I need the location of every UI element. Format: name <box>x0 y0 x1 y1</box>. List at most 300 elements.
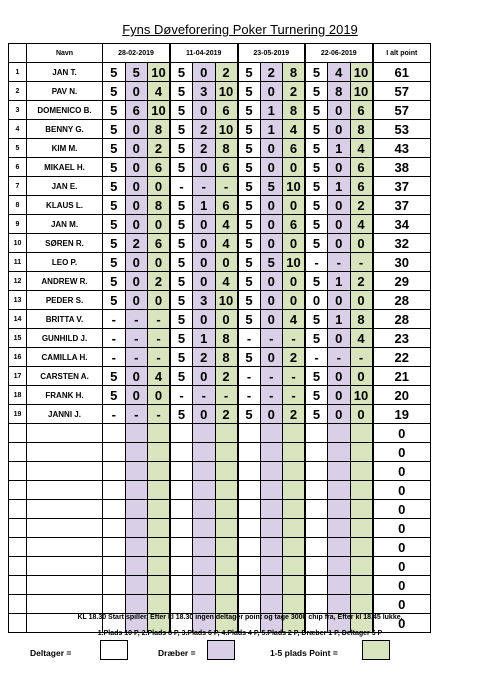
killer-score <box>125 595 148 614</box>
row-number: 6 <box>9 158 27 177</box>
killer-score: 2 <box>125 234 148 253</box>
place-score: 8 <box>350 310 373 329</box>
place-score: 4 <box>215 234 238 253</box>
participant-score <box>103 500 126 519</box>
killer-score: - <box>193 177 216 196</box>
place-score: 0 <box>283 158 306 177</box>
participant-score: 5 <box>305 139 328 158</box>
row-number: 18 <box>9 386 27 405</box>
participant-score <box>238 519 261 538</box>
participant-score: - <box>238 386 261 405</box>
row-number: 5 <box>9 139 27 158</box>
killer-score <box>193 443 216 462</box>
row-number: 12 <box>9 272 27 291</box>
table-row <box>9 462 431 481</box>
place-score: - <box>148 310 171 329</box>
place-score: 4 <box>283 120 306 139</box>
killer-score: 1 <box>328 272 351 291</box>
participant-score: 5 <box>170 158 193 177</box>
participant-score: 5 <box>103 63 126 82</box>
player-name <box>27 538 103 557</box>
killer-score: 0 <box>328 120 351 139</box>
row-number <box>9 481 27 500</box>
place-score: 0 <box>215 310 238 329</box>
place-score <box>148 595 171 614</box>
total-points: 0 <box>373 443 431 462</box>
place-score <box>350 424 373 443</box>
header-name: Navn <box>27 44 103 63</box>
participant-score <box>170 443 193 462</box>
participant-score: 5 <box>170 101 193 120</box>
place-score: 8 <box>215 329 238 348</box>
place-score <box>350 538 373 557</box>
place-score: 4 <box>350 139 373 158</box>
participant-score: 5 <box>170 367 193 386</box>
place-score <box>148 462 171 481</box>
table-row <box>9 595 431 614</box>
participant-score <box>305 462 328 481</box>
killer-score: 0 <box>260 272 283 291</box>
killer-score: 1 <box>193 329 216 348</box>
place-score <box>283 500 306 519</box>
place-score <box>350 462 373 481</box>
participant-score <box>238 500 261 519</box>
total-points: 32 <box>373 234 431 253</box>
killer-score: 0 <box>328 234 351 253</box>
killer-score: 0 <box>193 215 216 234</box>
killer-score: 0 <box>125 120 148 139</box>
table-row <box>9 538 431 557</box>
place-score <box>148 500 171 519</box>
row-number <box>9 519 27 538</box>
row-number: 19 <box>9 405 27 424</box>
player-name: MIKAEL H. <box>27 158 103 177</box>
killer-score: 4 <box>328 63 351 82</box>
row-number <box>9 595 27 614</box>
row-number <box>9 424 27 443</box>
table-row <box>9 63 431 82</box>
row-number: 7 <box>9 177 27 196</box>
place-score <box>215 595 238 614</box>
table-row <box>9 177 431 196</box>
player-name: CAMILLA H. <box>27 348 103 367</box>
header-number <box>9 44 27 63</box>
participant-score: 5 <box>103 367 126 386</box>
participant-score: 5 <box>103 139 126 158</box>
place-score <box>283 519 306 538</box>
place-score: - <box>283 386 306 405</box>
place-score: 6 <box>350 158 373 177</box>
participant-score <box>305 595 328 614</box>
participant-score: 5 <box>305 234 328 253</box>
player-name <box>27 481 103 500</box>
table-row <box>9 139 431 158</box>
participant-score: 0 <box>305 291 328 310</box>
place-score: 10 <box>215 82 238 101</box>
row-number <box>9 557 27 576</box>
participant-score: 5 <box>238 291 261 310</box>
place-score: 0 <box>350 405 373 424</box>
place-score <box>350 500 373 519</box>
participant-score: 5 <box>305 120 328 139</box>
row-number <box>9 500 27 519</box>
place-score: - <box>215 386 238 405</box>
place-score: 0 <box>283 272 306 291</box>
killer-score <box>193 462 216 481</box>
killer-score: 0 <box>125 158 148 177</box>
killer-score: 0 <box>260 215 283 234</box>
participant-score: - <box>170 177 193 196</box>
player-name: CARSTEN A. <box>27 367 103 386</box>
killer-score: - <box>260 329 283 348</box>
player-name: JAN M. <box>27 215 103 234</box>
participant-score: 5 <box>238 120 261 139</box>
participant-score <box>103 557 126 576</box>
place-score <box>215 576 238 595</box>
place-score <box>350 557 373 576</box>
place-score: 6 <box>283 215 306 234</box>
player-name: DOMENICO B. <box>27 101 103 120</box>
player-name <box>27 500 103 519</box>
legend-swatch-killer <box>207 640 235 660</box>
place-score <box>350 595 373 614</box>
place-score: 2 <box>148 139 171 158</box>
killer-score: 0 <box>193 158 216 177</box>
participant-score: 5 <box>305 367 328 386</box>
participant-score <box>238 462 261 481</box>
killer-score: 3 <box>193 82 216 101</box>
table-row <box>9 158 431 177</box>
place-score: 2 <box>283 82 306 101</box>
killer-score: 0 <box>260 310 283 329</box>
killer-score: 0 <box>328 158 351 177</box>
participant-score <box>238 595 261 614</box>
place-score: 10 <box>148 63 171 82</box>
row-number: 10 <box>9 234 27 253</box>
total-points: 0 <box>373 500 431 519</box>
place-score <box>283 557 306 576</box>
participant-score: 5 <box>238 82 261 101</box>
participant-score <box>170 557 193 576</box>
player-name: JAN E. <box>27 177 103 196</box>
killer-score <box>125 519 148 538</box>
participant-score: 5 <box>238 215 261 234</box>
killer-score <box>193 500 216 519</box>
place-score: 2 <box>283 348 306 367</box>
table-row <box>9 576 431 595</box>
killer-score: 1 <box>328 177 351 196</box>
killer-score <box>328 500 351 519</box>
row-number: 3 <box>9 101 27 120</box>
total-points: 0 <box>373 538 431 557</box>
total-points: 53 <box>373 120 431 139</box>
place-score: - <box>283 329 306 348</box>
place-score <box>148 481 171 500</box>
killer-score: 0 <box>328 215 351 234</box>
killer-score: 0 <box>125 253 148 272</box>
place-score <box>148 519 171 538</box>
table-row <box>9 367 431 386</box>
total-points: 0 <box>373 576 431 595</box>
place-score <box>350 481 373 500</box>
player-name <box>27 557 103 576</box>
participant-score: 5 <box>103 253 126 272</box>
killer-score: 0 <box>125 82 148 101</box>
place-score: 4 <box>350 215 373 234</box>
player-name: ANDREW R. <box>27 272 103 291</box>
total-points: 0 <box>373 595 431 614</box>
killer-score <box>260 424 283 443</box>
participant-score: 5 <box>103 215 126 234</box>
killer-score: 0 <box>125 367 148 386</box>
place-score <box>215 538 238 557</box>
row-number <box>9 538 27 557</box>
killer-score <box>125 481 148 500</box>
header-date: 23-05-2019 <box>238 44 306 63</box>
killer-score: 0 <box>260 82 283 101</box>
participant-score <box>305 519 328 538</box>
total-points: 0 <box>373 424 431 443</box>
participant-score: 5 <box>305 63 328 82</box>
header-row <box>9 44 431 63</box>
row-number <box>9 462 27 481</box>
participant-score <box>305 538 328 557</box>
player-name: KIM M. <box>27 139 103 158</box>
place-score <box>283 443 306 462</box>
killer-score: 8 <box>328 82 351 101</box>
place-score: 0 <box>283 291 306 310</box>
player-name <box>27 443 103 462</box>
player-name: PAV N. <box>27 82 103 101</box>
place-score: 8 <box>283 63 306 82</box>
place-score: 0 <box>148 386 171 405</box>
place-score: 0 <box>215 253 238 272</box>
page-title: Fyns Døveforering Poker Turnering 2019 <box>122 22 358 37</box>
killer-score <box>125 443 148 462</box>
place-score: 0 <box>350 367 373 386</box>
player-name: JANNI J. <box>27 405 103 424</box>
killer-score: 2 <box>193 120 216 139</box>
participant-score <box>103 595 126 614</box>
killer-score: 0 <box>193 272 216 291</box>
killer-score: 0 <box>193 253 216 272</box>
place-score: - <box>148 348 171 367</box>
table-row <box>9 386 431 405</box>
killer-score: - <box>328 348 351 367</box>
participant-score: 5 <box>170 63 193 82</box>
place-score: 2 <box>350 196 373 215</box>
participant-score: 5 <box>238 196 261 215</box>
place-score: 4 <box>350 329 373 348</box>
participant-score <box>305 443 328 462</box>
killer-score <box>193 576 216 595</box>
table-row <box>9 291 431 310</box>
participant-score: 5 <box>170 291 193 310</box>
place-score <box>215 557 238 576</box>
player-name <box>27 576 103 595</box>
place-score: - <box>148 405 171 424</box>
killer-score <box>125 500 148 519</box>
legend-swatch-place-points <box>362 640 390 660</box>
place-score: 8 <box>215 348 238 367</box>
place-score: 0 <box>148 253 171 272</box>
place-score: 0 <box>148 177 171 196</box>
total-points: 0 <box>373 462 431 481</box>
killer-score: 0 <box>328 405 351 424</box>
killer-score <box>125 557 148 576</box>
participant-score <box>238 481 261 500</box>
place-score <box>148 557 171 576</box>
killer-score: - <box>260 386 283 405</box>
killer-score <box>328 462 351 481</box>
place-score: 2 <box>350 272 373 291</box>
place-score: 6 <box>148 234 171 253</box>
participant-score <box>103 538 126 557</box>
killer-score <box>328 443 351 462</box>
player-name <box>27 595 103 614</box>
participant-score: 5 <box>305 310 328 329</box>
row-number <box>9 443 27 462</box>
killer-score: 0 <box>260 234 283 253</box>
killer-score: 2 <box>193 139 216 158</box>
header-total: I alt point <box>373 44 431 63</box>
total-points: 0 <box>373 557 431 576</box>
participant-score <box>170 462 193 481</box>
participant-score: - <box>238 329 261 348</box>
participant-score <box>103 443 126 462</box>
killer-score: 0 <box>328 386 351 405</box>
killer-score: 5 <box>260 253 283 272</box>
place-score <box>148 424 171 443</box>
place-score <box>350 519 373 538</box>
place-score: 2 <box>283 405 306 424</box>
participant-score: 5 <box>103 158 126 177</box>
killer-score: 6 <box>125 101 148 120</box>
killer-score: 0 <box>328 101 351 120</box>
row-number: 15 <box>9 329 27 348</box>
participant-score: 5 <box>305 386 328 405</box>
table-row <box>9 120 431 139</box>
legend-label-killer: Dræber = <box>158 648 196 658</box>
table-row <box>9 519 431 538</box>
row-number: 13 <box>9 291 27 310</box>
killer-score <box>125 424 148 443</box>
participant-score: 5 <box>103 177 126 196</box>
participant-score: - <box>305 253 328 272</box>
table-row <box>9 424 431 443</box>
participant-score: 5 <box>238 272 261 291</box>
total-points: 38 <box>373 158 431 177</box>
killer-score <box>260 595 283 614</box>
killer-score: 0 <box>260 158 283 177</box>
participant-score <box>103 519 126 538</box>
place-score <box>283 576 306 595</box>
participant-score <box>103 481 126 500</box>
table-row <box>9 443 431 462</box>
killer-score <box>328 557 351 576</box>
row-number: 16 <box>9 348 27 367</box>
killer-score: 0 <box>125 215 148 234</box>
participant-score: 5 <box>170 139 193 158</box>
participant-score <box>170 576 193 595</box>
total-points: 57 <box>373 101 431 120</box>
table-row <box>9 82 431 101</box>
killer-score: 0 <box>260 291 283 310</box>
place-score: 2 <box>215 405 238 424</box>
table-row <box>9 500 431 519</box>
killer-score <box>125 462 148 481</box>
place-score <box>215 500 238 519</box>
place-score: 10 <box>350 63 373 82</box>
player-name: GUNHILD J. <box>27 329 103 348</box>
killer-score: 0 <box>125 272 148 291</box>
place-score: - <box>283 367 306 386</box>
row-number: 1 <box>9 63 27 82</box>
participant-score: 5 <box>305 329 328 348</box>
table-row <box>9 329 431 348</box>
participant-score <box>305 576 328 595</box>
participant-score <box>170 424 193 443</box>
killer-score <box>193 538 216 557</box>
killer-score: - <box>125 329 148 348</box>
participant-score: - <box>103 405 126 424</box>
table-row <box>9 348 431 367</box>
legend-swatch-participant <box>100 640 128 660</box>
player-name <box>27 462 103 481</box>
killer-score: 0 <box>193 310 216 329</box>
killer-score <box>193 424 216 443</box>
participant-score: 5 <box>305 215 328 234</box>
place-score: 4 <box>215 272 238 291</box>
header-date: 22-06-2019 <box>305 44 373 63</box>
place-score <box>215 519 238 538</box>
table-row <box>9 196 431 215</box>
killer-score: 0 <box>328 367 351 386</box>
killer-score: 0 <box>125 196 148 215</box>
killer-score <box>328 481 351 500</box>
place-score: 6 <box>215 101 238 120</box>
place-score: 8 <box>148 120 171 139</box>
killer-score <box>260 519 283 538</box>
total-points: 20 <box>373 386 431 405</box>
participant-score: - <box>305 348 328 367</box>
killer-score: 1 <box>260 120 283 139</box>
killer-score: - <box>125 310 148 329</box>
participant-score: - <box>103 310 126 329</box>
table-row <box>9 101 431 120</box>
participant-score: 5 <box>238 158 261 177</box>
place-score: 10 <box>350 82 373 101</box>
killer-score <box>260 576 283 595</box>
participant-score <box>170 481 193 500</box>
total-points: 28 <box>373 310 431 329</box>
participant-score: 5 <box>305 82 328 101</box>
table-row <box>9 215 431 234</box>
participant-score <box>238 443 261 462</box>
row-number: 2 <box>9 82 27 101</box>
participant-score: - <box>103 329 126 348</box>
place-score: 4 <box>148 82 171 101</box>
participant-score <box>238 538 261 557</box>
killer-score: - <box>125 405 148 424</box>
killer-score: 0 <box>328 196 351 215</box>
place-score: 8 <box>283 101 306 120</box>
killer-score: 0 <box>193 367 216 386</box>
killer-score: 0 <box>260 405 283 424</box>
player-name: BENNY G. <box>27 120 103 139</box>
place-score: 0 <box>283 196 306 215</box>
place-score <box>350 443 373 462</box>
